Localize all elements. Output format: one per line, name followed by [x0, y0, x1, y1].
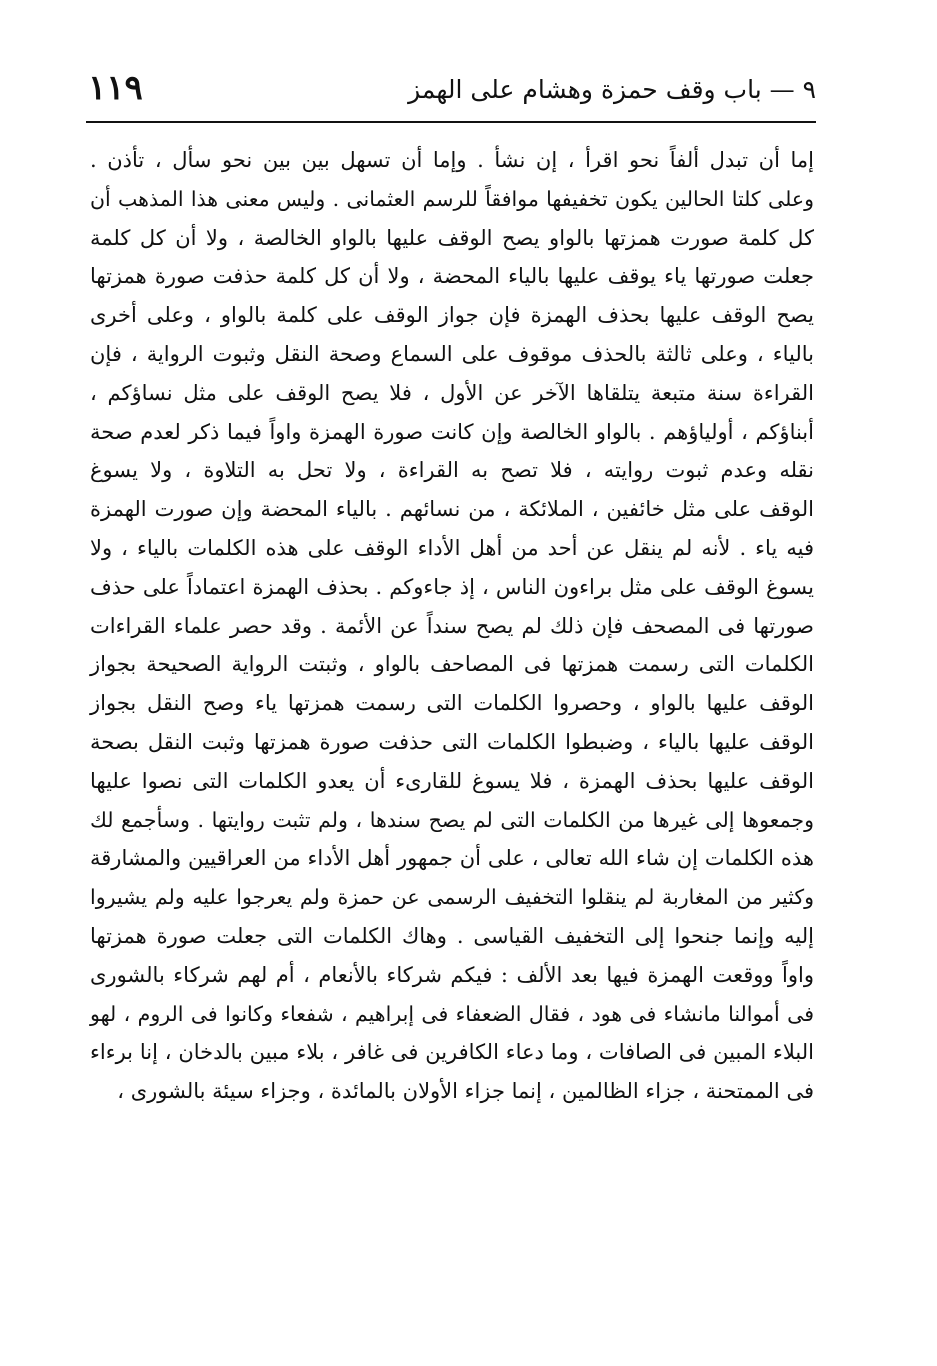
- text-line: وكثير من المغاربة لم ينقلوا التخفيف الرسمى عن حمزة ولم يعرجوا عليه ولم يشيروا: [90, 885, 814, 910]
- text-line: جعلت صورتها ياء يوقف عليها بالياء المحضة ، ولا أن كل كلمة حذفت صورة همزتها: [90, 264, 814, 289]
- text-line: وجمعوها إلى غيرها من الكلمات التى لم يصح سندها ، ولم تثبت روايتها . وسأجمع لك: [90, 807, 814, 832]
- text-line: وعلى كلتا الحالين يكون تخفيفها موافقاً للرسم العثمانى . وليس معنى هذا المذهب أن: [90, 186, 814, 211]
- text-line: أبناؤكم ، أولياؤهم . بالواو الخالصة وإن كانت صورة الهمزة واواً فيما ذكر لعدم صحة: [90, 419, 814, 444]
- text-line: واواً ووقعت الهمزة فيها بعد الألف : فيكم شركاء بالأنعام ، أم لهم شركاء بالشورى: [90, 962, 814, 987]
- text-line: فى أموالنا مانشاء فى هود ، فقال الضعفاء فى إبراهيم ، شفعاء وكانوا فى الروم ، لهو: [90, 1001, 814, 1026]
- text-line: البلاء المبين فى الصافات ، وما دعاء الكافرين فى غافر ، بلاء مبين بالدخان ، إنا برءاء: [90, 1040, 814, 1065]
- text-line: صورتها فى المصحف فإن ذلك لم يصح سنداً عن الأئمة . وقد حصر علماء القراءات: [90, 613, 814, 638]
- body-text: [90, 141, 814, 1111]
- text-line: القراءة سنة متبعة يتلقاها الآخر عن الأول ، فلا يصح الوقف على مثل نساؤكم ،: [90, 380, 814, 405]
- text-line: فيه ياء . لأنه لم ينقل عن أحد من أهل الأداء الوقف على هذه الكلمات بالياء ، ولا: [90, 535, 814, 560]
- text-line: فى الممتحنة ، جزاء الظالمين ، إنما جزاء الأولان بالمائدة ، وجزاء سيئة بالشورى ،: [117, 1079, 814, 1104]
- text-line: الوقف عليها بحذف الهمزة ، فلا يسوغ للقارىء أن يعدو الكلمات التى نصوا عليها: [90, 768, 814, 793]
- text-line: نقله وعدم ثبوت روايته ، فلا تصح به القراءة ، ولا تحل به التلاوة ، ولا يسوغ: [90, 458, 814, 483]
- header-rule: [86, 121, 816, 123]
- text-line: بالياء ، وعلى ثالثة بالحذف موقوف على السماع وصحة النقل وثبوت الرواية ، فإن: [90, 341, 814, 366]
- text-line: هذه الكلمات إن شاء الله تعالى ، على أن جمهور أهل الأداء من العراقيين والمشارقة: [90, 846, 814, 871]
- page-number: ١١٩: [88, 68, 143, 108]
- running-title: ٩ — باب وقف حمزة وهشام على الهمز: [408, 75, 816, 104]
- text-line: إما أن تبدل ألفاً نحو اقرأ ، إن نشأ . وإما أن تسهل بين بين نحو سأل ، تأذن .: [90, 148, 814, 172]
- text-line: كل كلمة صورت همزتها بالواو يصح الوقف عليها بالواو الخالصة ، ولا أن كل كلمة: [90, 225, 814, 250]
- page-header: [86, 68, 816, 116]
- text-line: يصح الوقف عليها بحذف الهمزة فإن جواز الوقف على كلمة بالواو ، وعلى أخرى: [90, 303, 814, 328]
- text-line: الوقف عليها بالياء ، وضبطوا الكلمات التى حذفت صورة همزتها وثبت النقل بصحة: [90, 729, 814, 754]
- text-line: الكلمات التى رسمت همزتها فى المصاحف بالواو ، وثبتت الرواية الصحيحة بجواز: [90, 652, 814, 677]
- text-line: إليه وإنما جنحوا إلى التخفيف القياسى . وهاك الكلمات التى جعلت صورة همزتها: [90, 923, 814, 948]
- text-line: يسوغ الوقف على مثل براءون الناس ، إذ جاءوكم . بحذف الهمزة اعتماداً على حذف: [90, 574, 814, 599]
- text-line: الوقف على مثل خائفين ، الملائكة ، من نسائهم . بالياء المحضة وإن صورت الهمزة: [90, 497, 814, 522]
- text-line: الوقف عليها بالواو ، وحصروا الكلمات التى رسمت همزتها ياء وصح النقل بجواز: [90, 691, 814, 716]
